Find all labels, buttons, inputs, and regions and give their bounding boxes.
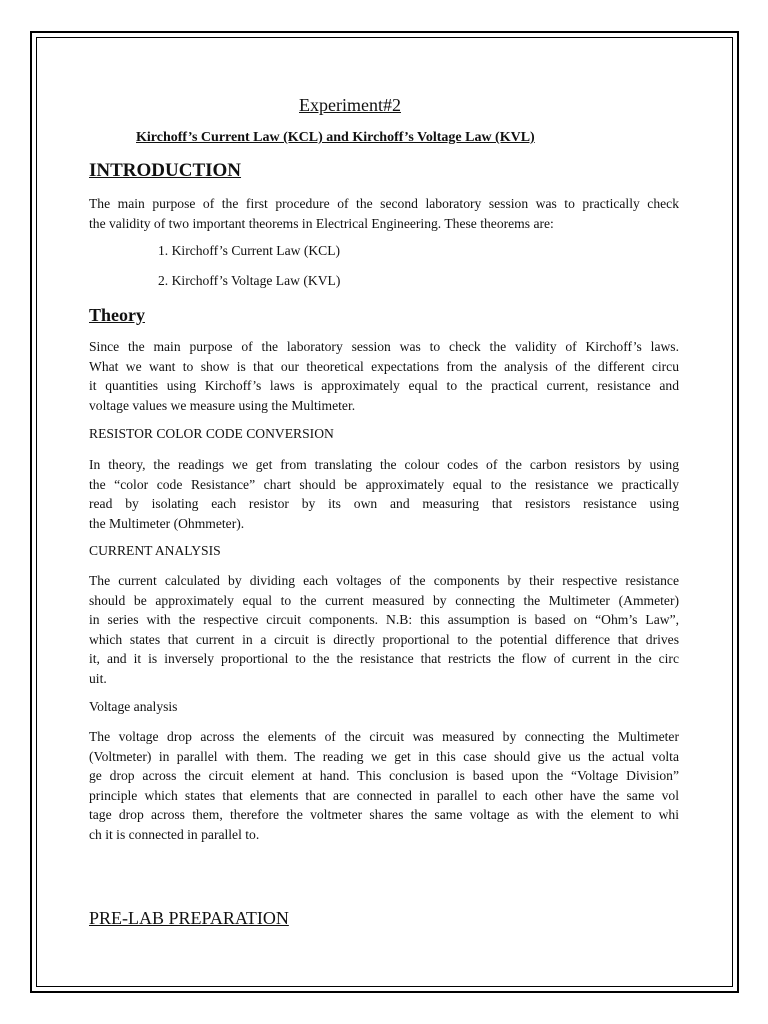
voltage-section-heading: Voltage analysis [89, 699, 178, 714]
paragraph-line: tage drop across them, therefore the voltmeter shares the same voltage as with the element to whi [89, 807, 679, 822]
current-paragraph [89, 571, 679, 688]
paragraph-line: which states that current in a circuit is directly proportional to the potential difference that drives [89, 631, 679, 647]
paragraph-line: The main purpose of the first procedure of the second laboratory session was to practically check [89, 196, 679, 211]
introduction-heading: INTRODUCTION [89, 160, 242, 181]
paragraph-line: Since the main purpose of the laboratory session was to check the validity of Kirchoff’s laws. [89, 339, 679, 354]
paragraph-line: The voltage drop across the elements of the circuit was measured by connecting the Multimeter [89, 729, 679, 744]
resistor-paragraph [89, 455, 679, 533]
current-section-heading: CURRENT ANALYSIS [89, 543, 221, 558]
paragraph-line: voltage values we measure using the Multimeter. [89, 397, 356, 413]
paragraph-line: ch it is connected in parallel to. [89, 826, 260, 842]
paragraph-line: The current calculated by dividing each voltages of the components by their respective resistance [89, 573, 679, 588]
paragraph-line: it quantities using Kirchoff’s laws is approximately equal to the practical current, resistance and [89, 378, 679, 393]
paragraph-line: should be approximately equal to the current measured by connecting the Multimeter (Ammeter) [89, 592, 679, 608]
paragraph-line: it, and it is inversely proportional to the the resistance that restricts the flow of current in the circ [89, 651, 679, 666]
paragraph-line: principle which states that elements that are connected in parallel to each other have the same vol [89, 787, 679, 803]
paragraph-line: read by isolating each resistor by its own and measuring that resistors resistance using [89, 496, 679, 511]
paragraph-line: the Multimeter (Ohmmeter). [89, 515, 245, 531]
list-item-kcl: 1. Kirchoff’s Current Law (KCL) [158, 243, 341, 258]
voltage-paragraph [89, 727, 679, 844]
document-title: Experiment#2 [299, 95, 401, 115]
paragraph-line: ge drop across the circuit element at hand. This conclusion is based upon the “Voltage Division” [89, 768, 679, 783]
paragraph-line: in series with the respective circuit components. N.B: this assumption is based on “Ohm’s Law”, [89, 612, 679, 627]
theory-paragraph [89, 337, 679, 415]
theory-heading: Theory [89, 305, 145, 325]
list-item-kvl: 2. Kirchoff’s Voltage Law (KVL) [158, 273, 341, 288]
prelab-heading: PRE-LAB PREPARATION [89, 908, 289, 928]
paragraph-line: the “color code Resistance” chart should be approximately equal to the resistance we practically [89, 476, 679, 492]
paragraph-line: (Voltmeter) in parallel with them. The reading we get in this case should give us the actual volta [89, 748, 679, 764]
document-subtitle: Kirchoff’s Current Law (KCL) and Kirchoff’s Voltage Law (KVL) [136, 130, 535, 145]
paragraph-line: the validity of two important theorems in Electrical Engineering. These theorems are: [89, 215, 554, 231]
paragraph-line: uit. [89, 670, 107, 686]
paragraph-line: What we want to show is that our theoretical expectations from the analysis of the different circu [89, 358, 679, 374]
introduction-paragraph [89, 194, 679, 233]
resistor-section-heading: RESISTOR COLOR CODE CONVERSION [89, 426, 334, 441]
paragraph-line: In theory, the readings we get from translating the colour codes of the carbon resistors by using [89, 457, 679, 472]
